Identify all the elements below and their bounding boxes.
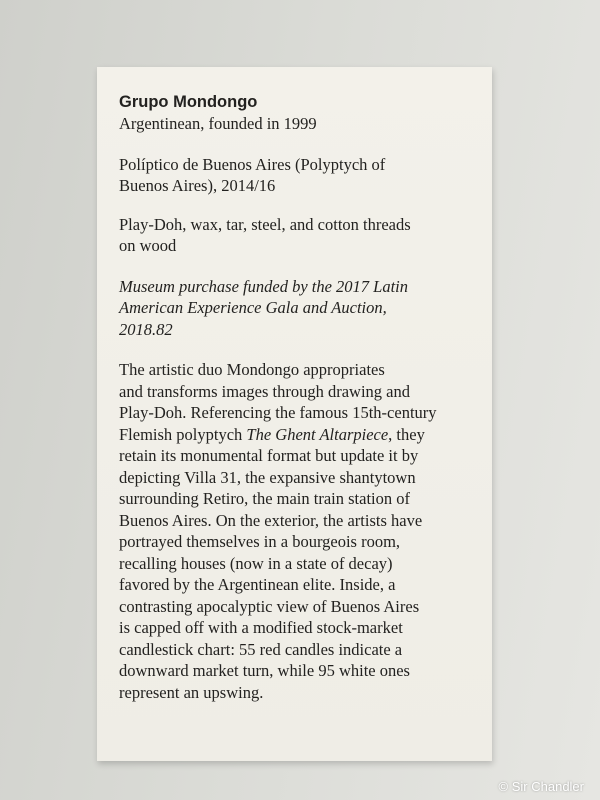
description-line: retain its monumental format but update it by [119, 446, 419, 465]
artwork-title-line: Políptico de Buenos Aires (Polyptych of [119, 154, 386, 174]
description-line: and transforms images through drawing and [119, 381, 410, 401]
description-line: surrounding Retiro, the main train station of [119, 489, 410, 508]
medium-line: on wood [119, 236, 177, 255]
artwork-title-line: Buenos Aires), 2014/16 [119, 176, 276, 195]
referenced-artwork-title: The Ghent Altarpiece [246, 424, 389, 444]
description-line: depicting Villa 31, the expansive shantytown [119, 467, 416, 487]
artist-name: Grupo Mondongo [119, 93, 258, 111]
description-line: portrayed themselves in a bourgeois room, [119, 532, 401, 551]
photo-credit-watermark: © Sir Chandler [498, 779, 584, 794]
wall-label-card [97, 67, 492, 761]
description-line: contrasting apocalyptic view of Buenos Aires [119, 596, 420, 616]
credit-line-text: Museum purchase funded by the 2017 Latin [119, 276, 409, 296]
credit-line [119, 276, 481, 341]
description-line: downward market turn, while 95 white ones [119, 661, 410, 680]
artwork-title [119, 154, 481, 197]
artist-origin: Argentinean, founded in 1999 [119, 114, 317, 133]
description-text: Flemish polyptych [119, 424, 247, 444]
accession-number: 2018.82 [119, 319, 173, 339]
artwork-description [119, 359, 481, 703]
description-line: Buenos Aires. On the exterior, the artists have [119, 510, 423, 530]
description-line: Play-Doh. Referencing the famous 15th-century [119, 403, 437, 422]
description-line: recalling houses (now in a state of decay) [119, 553, 393, 573]
description-line [119, 424, 481, 446]
description-text: , they [388, 424, 425, 444]
description-line: The artistic duo Mondongo appropriates [119, 360, 385, 379]
credit-line-text: American Experience Gala and Auction, [119, 298, 387, 317]
medium-line: Play-Doh, wax, tar, steel, and cotton threads [119, 214, 411, 234]
description-line: is capped off with a modified stock-market [119, 618, 403, 637]
description-line: represent an upswing. [119, 682, 264, 702]
label-content [119, 91, 481, 703]
description-line: candlestick chart: 55 red candles indicate a [119, 639, 403, 659]
description-line: favored by the Argentinean elite. Inside, a [119, 575, 396, 594]
artwork-medium [119, 214, 481, 257]
